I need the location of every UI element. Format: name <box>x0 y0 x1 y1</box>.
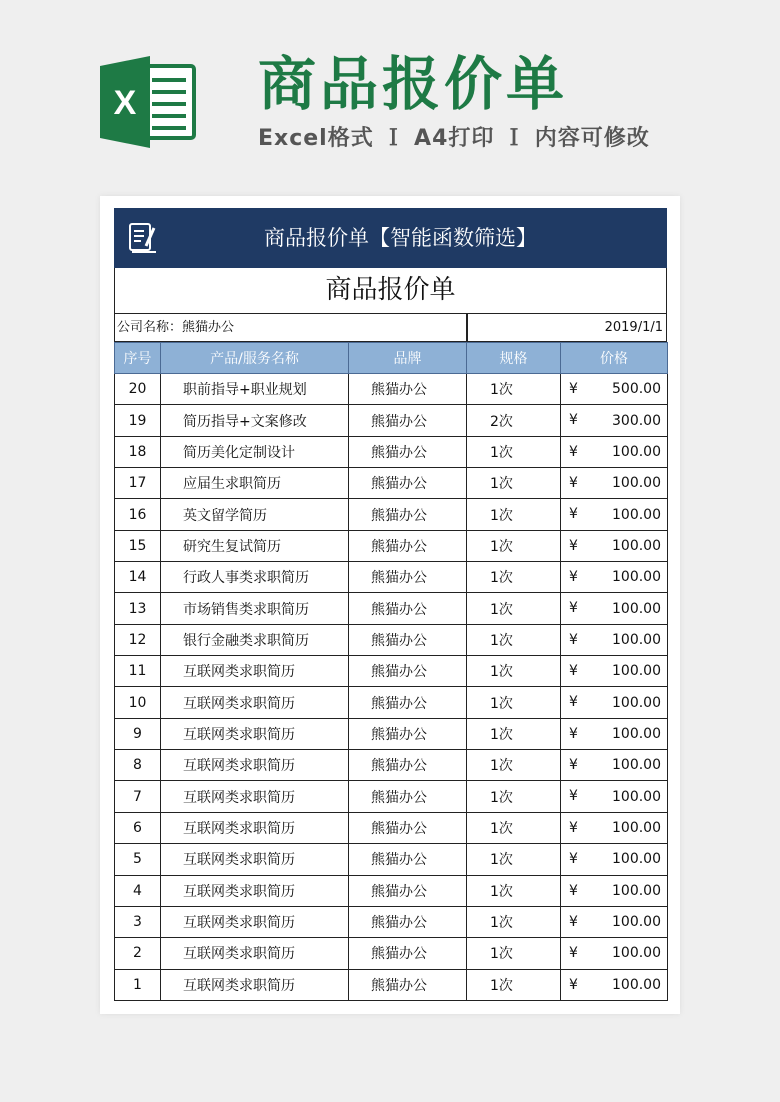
price-value: 100.00 <box>612 631 661 648</box>
cell-brand: 熊猫办公 <box>349 436 467 467</box>
cell-brand: 熊猫办公 <box>349 938 467 969</box>
cell-no: 6 <box>115 812 161 843</box>
cell-spec: 1次 <box>467 624 561 655</box>
table-row <box>115 938 668 969</box>
hero-header <box>0 0 780 190</box>
currency-symbol: ¥ <box>569 631 578 648</box>
cell-name: 互联网类求职简历 <box>161 812 349 843</box>
cell-price <box>561 499 668 530</box>
table-row <box>115 436 668 467</box>
column-header-price: 价格 <box>561 343 668 374</box>
document-title: 商品报价单 <box>114 268 667 313</box>
cell-brand: 熊猫办公 <box>349 624 467 655</box>
cell-no: 15 <box>115 530 161 561</box>
info-divider <box>466 314 468 341</box>
cell-no: 20 <box>115 374 161 405</box>
table-row <box>115 812 668 843</box>
currency-symbol: ¥ <box>569 819 578 836</box>
table-row <box>115 750 668 781</box>
cell-name: 英文留学简历 <box>161 499 349 530</box>
currency-symbol: ¥ <box>569 757 578 774</box>
cell-name: 简历指导+文案修改 <box>161 405 349 436</box>
table-row <box>115 624 668 655</box>
excel-logo-icon <box>100 56 198 148</box>
cell-name: 市场销售类求职简历 <box>161 593 349 624</box>
hero-subtitle: Excel格式 Ｉ A4打印 Ｉ 内容可修改 <box>258 126 650 151</box>
cell-spec: 1次 <box>467 499 561 530</box>
cell-spec: 1次 <box>467 812 561 843</box>
currency-symbol: ¥ <box>569 694 578 711</box>
cell-price <box>561 436 668 467</box>
cell-brand: 熊猫办公 <box>349 593 467 624</box>
cell-no: 1 <box>115 969 161 1000</box>
cell-name: 研究生复试简历 <box>161 530 349 561</box>
cell-price <box>561 530 668 561</box>
cell-price <box>561 969 668 1000</box>
cell-spec: 1次 <box>467 562 561 593</box>
cell-brand: 熊猫办公 <box>349 906 467 937</box>
cell-name: 互联网类求职简历 <box>161 844 349 875</box>
cell-price <box>561 781 668 812</box>
cell-no: 8 <box>115 750 161 781</box>
cell-price <box>561 405 668 436</box>
price-value: 100.00 <box>612 694 661 711</box>
table-row <box>115 374 668 405</box>
cell-price <box>561 593 668 624</box>
cell-no: 4 <box>115 875 161 906</box>
table-header-row <box>115 343 668 374</box>
cell-price <box>561 750 668 781</box>
cell-no: 16 <box>115 499 161 530</box>
cell-price <box>561 718 668 749</box>
column-header-spec: 规格 <box>467 343 561 374</box>
table-row <box>115 499 668 530</box>
cell-spec: 1次 <box>467 374 561 405</box>
cell-brand: 熊猫办公 <box>349 844 467 875</box>
currency-symbol: ¥ <box>569 976 578 993</box>
table-row <box>115 969 668 1000</box>
price-value: 100.00 <box>612 914 661 931</box>
column-header-brand: 品牌 <box>349 343 467 374</box>
cell-brand: 熊猫办公 <box>349 875 467 906</box>
currency-symbol: ¥ <box>569 788 578 805</box>
cell-spec: 1次 <box>467 436 561 467</box>
price-value: 100.00 <box>612 882 661 899</box>
cell-no: 14 <box>115 562 161 593</box>
table-row <box>115 875 668 906</box>
cell-price <box>561 875 668 906</box>
cell-name: 应届生求职简历 <box>161 468 349 499</box>
currency-symbol: ¥ <box>569 381 578 397</box>
currency-symbol: ¥ <box>569 443 578 460</box>
cell-spec: 1次 <box>467 875 561 906</box>
cell-brand: 熊猫办公 <box>349 969 467 1000</box>
cell-spec: 1次 <box>467 781 561 812</box>
cell-name: 互联网类求职简历 <box>161 687 349 718</box>
cell-name: 互联网类求职简历 <box>161 938 349 969</box>
cell-price <box>561 938 668 969</box>
table-row <box>115 687 668 718</box>
cell-no: 13 <box>115 593 161 624</box>
column-header-name: 产品/服务名称 <box>161 343 349 374</box>
cell-name: 银行金融类求职简历 <box>161 624 349 655</box>
price-value: 100.00 <box>612 506 661 523</box>
currency-symbol: ¥ <box>569 945 578 962</box>
currency-symbol: ¥ <box>569 851 578 868</box>
cell-name: 互联网类求职简历 <box>161 656 349 687</box>
table-row <box>115 562 668 593</box>
price-value: 500.00 <box>612 381 661 398</box>
table-row <box>115 656 668 687</box>
price-value: 100.00 <box>612 945 661 962</box>
price-value: 100.00 <box>612 537 661 554</box>
cell-price <box>561 687 668 718</box>
currency-symbol: ¥ <box>569 537 578 554</box>
cell-spec: 2次 <box>467 405 561 436</box>
cell-spec: 1次 <box>467 530 561 561</box>
cell-spec: 1次 <box>467 969 561 1000</box>
table-row <box>115 844 668 875</box>
cell-no: 5 <box>115 844 161 875</box>
cell-no: 10 <box>115 687 161 718</box>
table-row <box>115 906 668 937</box>
cell-brand: 熊猫办公 <box>349 812 467 843</box>
cell-price <box>561 562 668 593</box>
cell-brand: 熊猫办公 <box>349 374 467 405</box>
cell-no: 19 <box>115 405 161 436</box>
cell-price <box>561 812 668 843</box>
price-value: 100.00 <box>612 976 661 993</box>
table-row <box>115 530 668 561</box>
company-name: 公司名称：熊猫办公 <box>117 320 235 335</box>
cell-brand: 熊猫办公 <box>349 405 467 436</box>
excel-logo-letter: X <box>113 84 137 122</box>
cell-name: 职前指导+职业规划 <box>161 374 349 405</box>
cell-price <box>561 906 668 937</box>
cell-brand: 熊猫办公 <box>349 468 467 499</box>
cell-spec: 1次 <box>467 593 561 624</box>
cell-no: 12 <box>115 624 161 655</box>
sheet-banner <box>114 208 667 268</box>
currency-symbol: ¥ <box>569 600 578 617</box>
info-row <box>114 313 667 342</box>
cell-brand: 熊猫办公 <box>349 750 467 781</box>
cell-no: 17 <box>115 468 161 499</box>
cell-price <box>561 468 668 499</box>
cell-name: 互联网类求职简历 <box>161 781 349 812</box>
cell-brand: 熊猫办公 <box>349 562 467 593</box>
cell-price <box>561 624 668 655</box>
cell-no: 11 <box>115 656 161 687</box>
cell-spec: 1次 <box>467 656 561 687</box>
cell-brand: 熊猫办公 <box>349 499 467 530</box>
cell-name: 互联网类求职简历 <box>161 875 349 906</box>
cell-spec: 1次 <box>467 938 561 969</box>
cell-spec: 1次 <box>467 468 561 499</box>
currency-symbol: ¥ <box>569 725 578 742</box>
cell-price <box>561 656 668 687</box>
table-row <box>115 468 668 499</box>
table-row <box>115 593 668 624</box>
table-row <box>115 405 668 436</box>
cell-name: 互联网类求职简历 <box>161 969 349 1000</box>
table-row <box>115 718 668 749</box>
quote-sheet <box>100 196 680 1014</box>
currency-symbol: ¥ <box>569 475 578 492</box>
price-value: 100.00 <box>612 443 661 460</box>
cell-price <box>561 374 668 405</box>
currency-symbol: ¥ <box>569 569 578 586</box>
price-value: 100.00 <box>612 663 661 680</box>
price-value: 100.00 <box>612 819 661 836</box>
cell-no: 2 <box>115 938 161 969</box>
cell-spec: 1次 <box>467 718 561 749</box>
cell-name: 互联网类求职简历 <box>161 718 349 749</box>
cell-no: 3 <box>115 906 161 937</box>
price-value: 100.00 <box>612 851 661 868</box>
price-value: 100.00 <box>612 569 661 586</box>
cell-spec: 1次 <box>467 844 561 875</box>
currency-symbol: ¥ <box>569 663 578 680</box>
cell-name: 行政人事类求职简历 <box>161 562 349 593</box>
cell-spec: 1次 <box>467 750 561 781</box>
price-value: 100.00 <box>612 600 661 617</box>
cell-spec: 1次 <box>467 906 561 937</box>
cell-name: 简历美化定制设计 <box>161 436 349 467</box>
cell-brand: 熊猫办公 <box>349 718 467 749</box>
quote-date: 2019/1/1 <box>604 320 663 335</box>
cell-name: 互联网类求职简历 <box>161 750 349 781</box>
currency-symbol: ¥ <box>569 506 578 523</box>
price-value: 300.00 <box>612 412 661 429</box>
cell-no: 7 <box>115 781 161 812</box>
hero-title: 商品报价单 <box>258 50 569 118</box>
cell-brand: 熊猫办公 <box>349 530 467 561</box>
quote-table <box>114 342 668 1001</box>
cell-brand: 熊猫办公 <box>349 687 467 718</box>
cell-no: 9 <box>115 718 161 749</box>
currency-symbol: ¥ <box>569 913 578 930</box>
price-value: 100.00 <box>612 788 661 805</box>
cell-no: 18 <box>115 436 161 467</box>
cell-spec: 1次 <box>467 687 561 718</box>
cell-name: 互联网类求职简历 <box>161 906 349 937</box>
price-value: 100.00 <box>612 725 661 742</box>
banner-title: 商品报价单【智能函数筛选】 <box>264 226 537 250</box>
table-row <box>115 781 668 812</box>
price-value: 100.00 <box>612 475 661 492</box>
price-value: 100.00 <box>612 757 661 774</box>
column-header-no: 序号 <box>115 343 161 374</box>
cell-price <box>561 844 668 875</box>
cell-brand: 熊猫办公 <box>349 781 467 812</box>
currency-symbol: ¥ <box>569 412 578 429</box>
cell-brand: 熊猫办公 <box>349 656 467 687</box>
currency-symbol: ¥ <box>569 882 578 899</box>
